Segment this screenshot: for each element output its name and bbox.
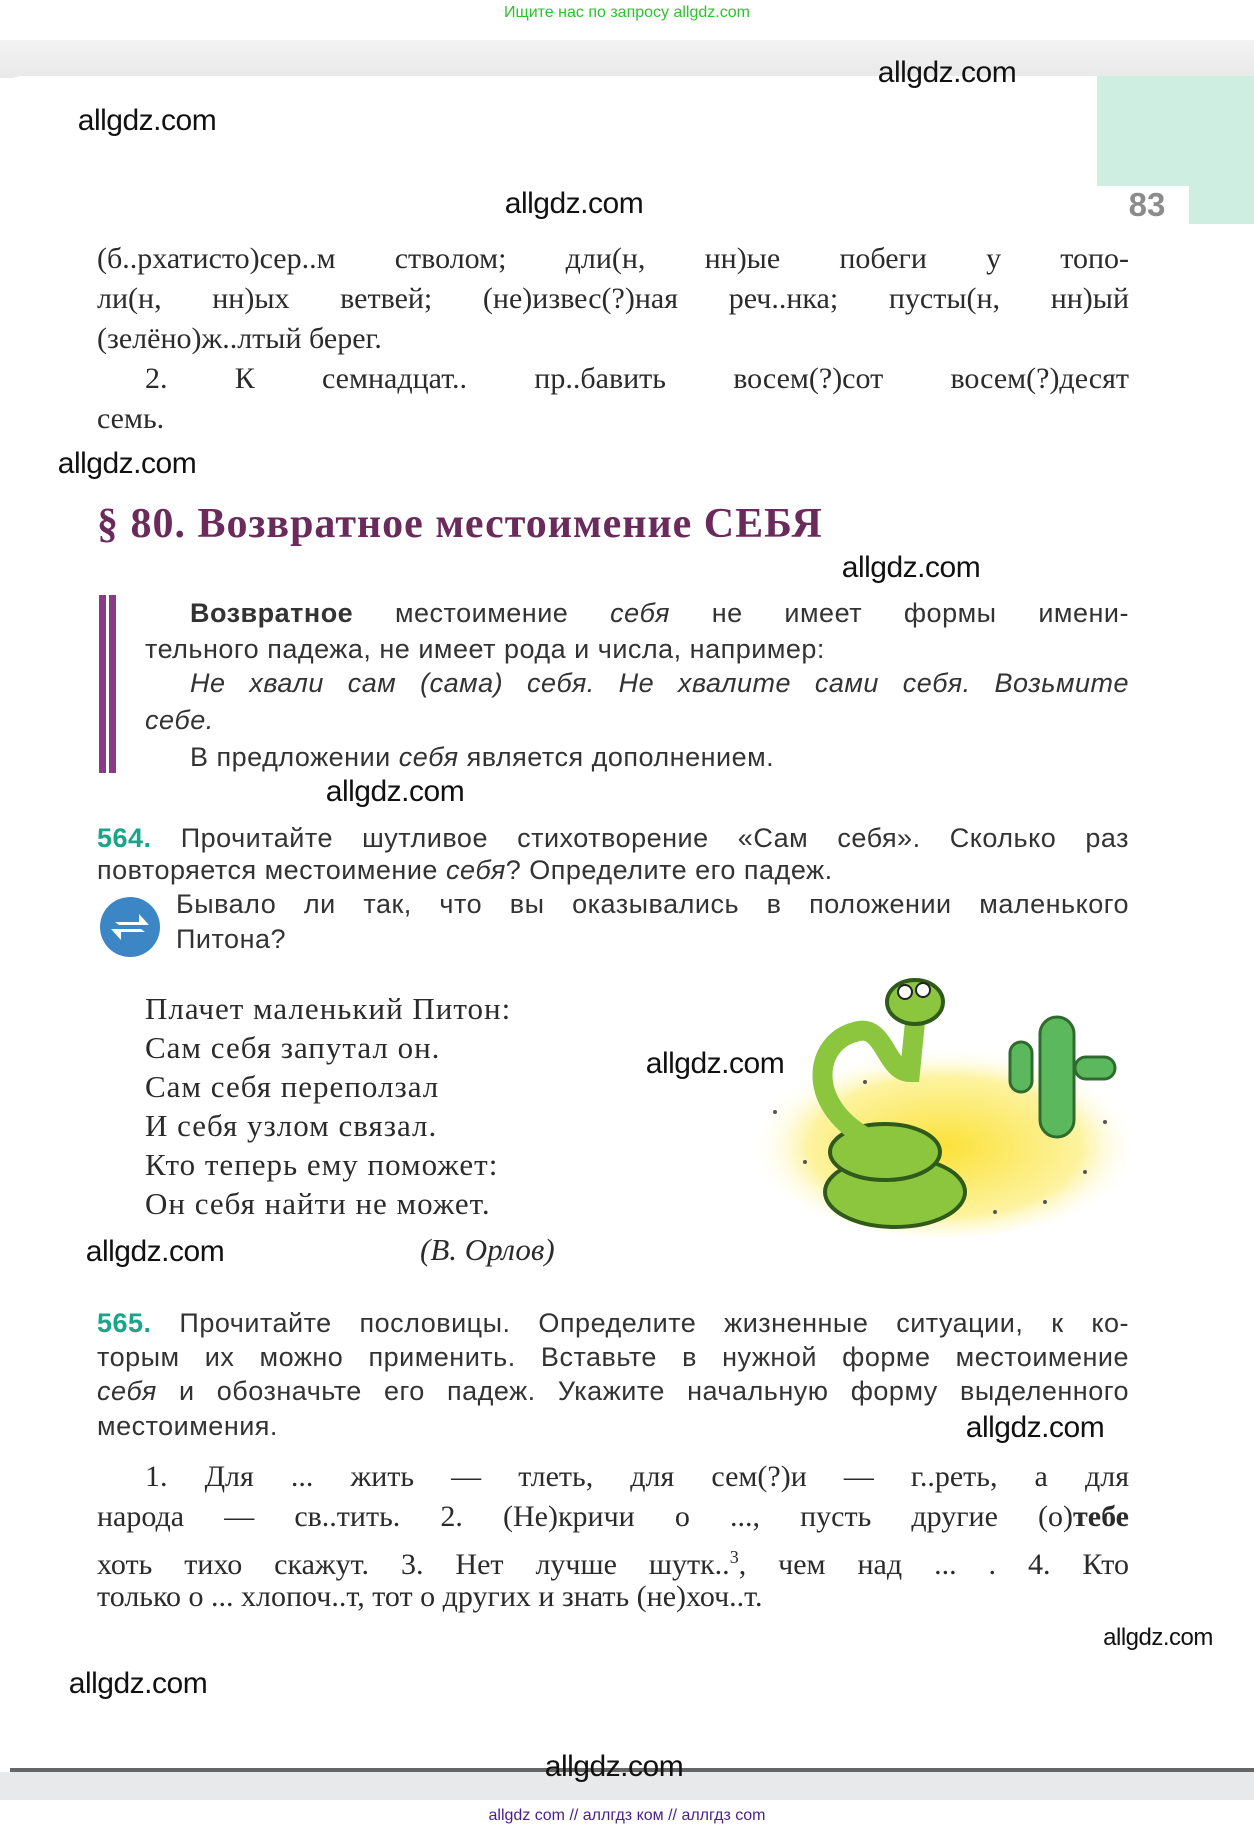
italic-term: себя: [610, 598, 670, 628]
poem-line: Сам себя переползал: [145, 1069, 440, 1104]
page-number: 83: [1128, 186, 1166, 223]
discussion-icon: [99, 896, 161, 958]
rule-line: тельного падежа, не имеет рода и числа, например:: [145, 634, 825, 664]
poem-line: Он себя найти не может.: [145, 1186, 491, 1221]
text: хоть тихо скажут. 3. Нет лучше шутк..: [97, 1548, 730, 1581]
italic-term: себя: [97, 1376, 157, 1406]
exercise-564-line: [97, 820, 1129, 856]
rule-bar: [99, 595, 117, 773]
rule-line: [190, 595, 1129, 631]
poem-line: Сам себя запутал он.: [145, 1030, 441, 1065]
poem-line: Кто теперь ему поможет:: [145, 1147, 499, 1182]
text: местоимение: [353, 598, 611, 628]
text: повторяется местоимение: [97, 855, 446, 885]
discussion-line: Бывало ли так, что вы оказывались в положении маленького: [176, 889, 1129, 919]
watermark: allgdz.com: [544, 1750, 684, 1783]
watermark: allgdz.com: [877, 56, 1017, 89]
text-line: ли(н, нн)ых ветвей; (не)извес(?)ная реч..нка; пусты(н, нн)ый: [97, 282, 1129, 315]
text: , чем над ... . 4. Кто: [738, 1548, 1130, 1581]
exercise-565-line: торым их можно применить. Вставьте в нужной форме местоимение: [97, 1342, 1129, 1372]
poem-line: Плачет маленький Питон:: [145, 991, 512, 1026]
watermark: allgdz.com: [1103, 1624, 1213, 1651]
text-line: (б..рхатисто)сер..м стволом; дли(н, нн)ые побеги у топо-: [97, 242, 1129, 275]
poem-author: (В. Орлов): [420, 1232, 555, 1267]
watermark: allgdz.com: [68, 1667, 208, 1700]
text: Прочитайте шутливое стихотворение «Сам себя». Сколько раз: [151, 823, 1129, 853]
discussion-line: Питона?: [176, 924, 287, 954]
text: и обозначьте его падеж. Укажите начальную форму выделенного: [156, 1376, 1129, 1406]
page-tab: [1097, 76, 1254, 186]
text: является дополнением.: [458, 742, 775, 772]
proverb-line: только о ... хлопоч..т, тот о других и знать (не)хоч..т.: [97, 1580, 763, 1613]
italic-term: себя: [445, 855, 506, 885]
watermark: allgdz.com: [57, 447, 197, 480]
watermark: allgdz.com: [841, 551, 981, 584]
bold-term: Возвратное: [190, 598, 354, 628]
watermark: allgdz.com: [645, 1047, 785, 1080]
text-line: семь.: [97, 402, 165, 435]
bold-term: тебе: [1073, 1500, 1129, 1533]
exercise-565-line: [97, 1373, 1129, 1409]
italic-term: себя: [398, 742, 459, 772]
text: В предложении: [190, 742, 399, 772]
text: народа — св..тить. 2. (Не)кричи о ..., пусть другие (о): [97, 1500, 1074, 1533]
watermark: allgdz.com: [504, 187, 644, 220]
watermark: allgdz.com: [965, 1411, 1105, 1444]
exercise-number: 565.: [97, 1308, 152, 1338]
text: ? Определите его падеж.: [505, 855, 833, 885]
footnote-mark: 3: [729, 1547, 739, 1567]
watermark: allgdz.com: [77, 104, 217, 137]
page-gap: [0, 40, 1254, 78]
proverb-line: [97, 1497, 1129, 1537]
exercise-565-line: местоимения.: [97, 1411, 278, 1441]
exercise-565-line: [97, 1305, 1129, 1341]
page-tab-lower: [1189, 186, 1254, 224]
snake-illustration: [745, 962, 1135, 1247]
rule-example: Не хвали сам (сама) себя. Не хвалите сами себя. Возьмите: [190, 668, 1129, 698]
exercise-number: 564.: [97, 823, 152, 853]
search-banner[interactable]: Ищите нас по запросу allgdz.com: [504, 4, 750, 21]
text-line: 2. К семнадцат.. пр..бавить восем(?)сот восем(?)десят: [145, 362, 1129, 395]
text: Прочитайте пословицы. Определите жизненные ситуации, к ко-: [151, 1308, 1129, 1338]
rule-line: [190, 739, 1222, 775]
section-title: § 80. Возвратное местоимение СЕБЯ: [97, 501, 823, 547]
poem-line: И себя узлом связал.: [145, 1108, 438, 1143]
text: не имеет формы имени-: [669, 598, 1129, 628]
rule-example: себе.: [145, 705, 214, 735]
exercise-564-line: [97, 852, 1129, 888]
proverb-line: 1. Для ... жить — тлеть, для сем(?)и — г..реть, а для: [145, 1460, 1129, 1493]
text-line: (зелёно)ж..лтый берег.: [97, 322, 382, 355]
watermark: allgdz.com: [325, 775, 465, 808]
footer-links[interactable]: allgdz com // аллгдз ком // аллгдз com: [488, 1807, 766, 1824]
watermark: allgdz.com: [85, 1235, 225, 1268]
